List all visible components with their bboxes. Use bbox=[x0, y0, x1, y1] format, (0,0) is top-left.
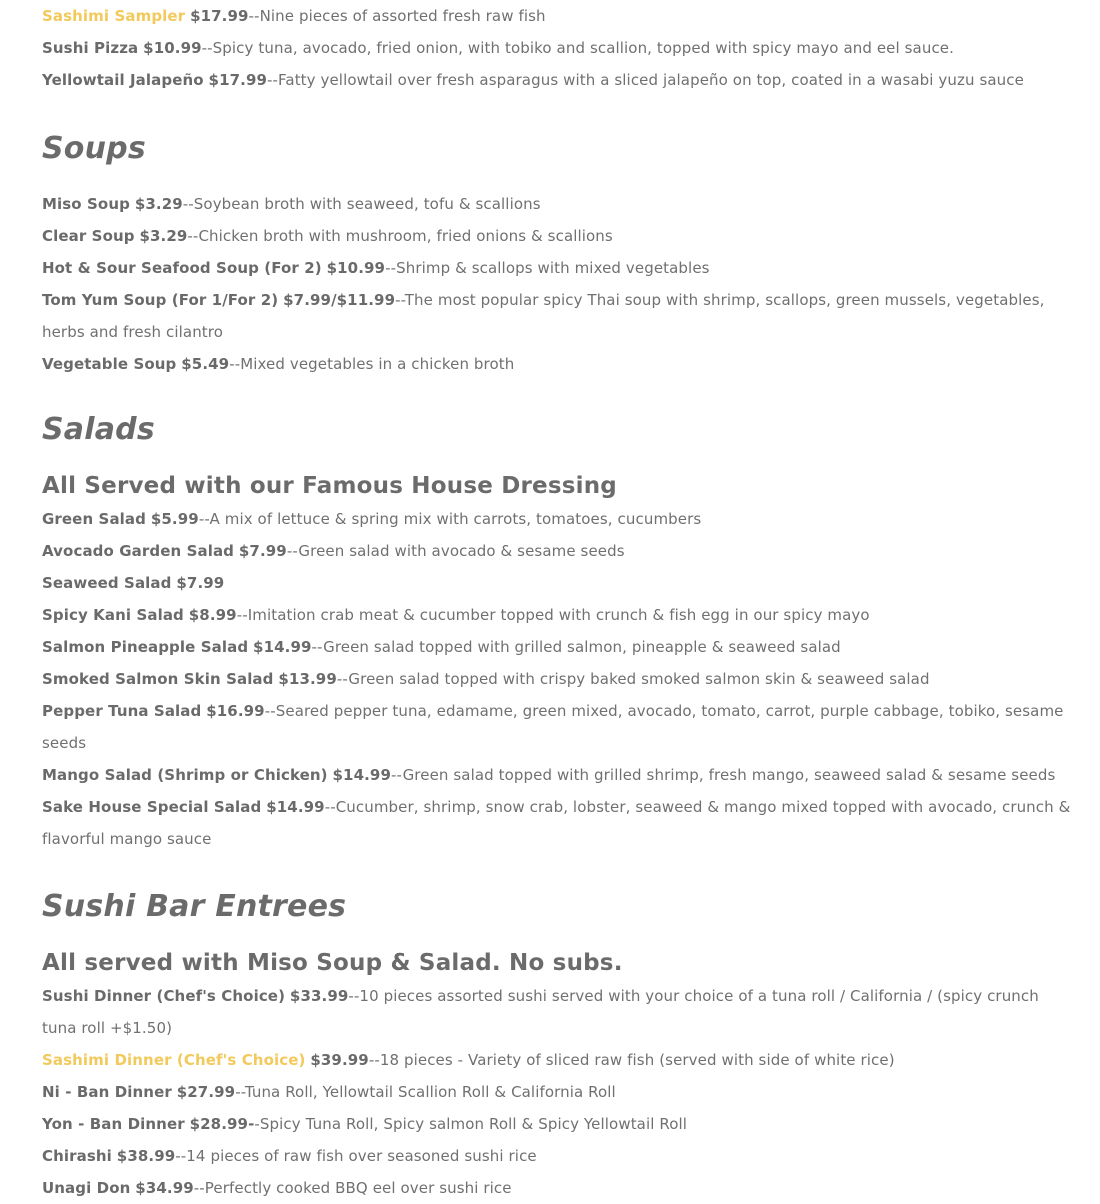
salads-list bbox=[42, 503, 1072, 855]
menu-item bbox=[42, 631, 1072, 663]
menu-item-description: --Seared pepper tuna, edamame, green mixed, avocado, tomato, carrot, purple cabbage, tobiko, sesame seeds bbox=[42, 702, 1064, 752]
menu-item bbox=[42, 980, 1072, 1044]
menu-item-description: --10 pieces assorted sushi served with your choice of a tuna roll / California / (spicy crunch tuna roll +$1.50) bbox=[42, 987, 1039, 1037]
menu-item-price: $10.99 bbox=[326, 259, 386, 277]
menu-item-description: --Shrimp & scallops with mixed vegetables bbox=[385, 259, 710, 277]
menu-item-price: $17.99 bbox=[190, 7, 249, 25]
menu-item-price: $8.99 bbox=[188, 606, 237, 624]
soups-list bbox=[42, 188, 1072, 380]
menu-item-price: $27.99 bbox=[176, 1083, 236, 1101]
menu-item-price: $7.99 bbox=[176, 574, 225, 592]
menu-item-description: --Nine pieces of assorted fresh raw fish bbox=[248, 7, 546, 25]
entrees-list bbox=[42, 980, 1072, 1204]
top-items-list bbox=[42, 0, 1072, 96]
entrees-subtitle: All served with Miso Soup & Salad. No subs. bbox=[42, 950, 623, 976]
menu-item bbox=[42, 695, 1072, 759]
menu-item bbox=[42, 759, 1072, 791]
menu-item-name: Spicy Kani Salad bbox=[42, 606, 184, 624]
menu-item-price: $33.99 bbox=[289, 987, 349, 1005]
menu-item-price: $39.99 bbox=[310, 1051, 369, 1069]
menu-item bbox=[42, 252, 1072, 284]
menu-item-price: $17.99 bbox=[208, 71, 268, 89]
menu-item bbox=[42, 64, 1072, 96]
menu-item bbox=[42, 567, 1072, 599]
menu-item-name: Sushi Pizza bbox=[42, 39, 139, 57]
menu-item bbox=[42, 791, 1072, 855]
menu-item bbox=[42, 284, 1072, 348]
menu-item bbox=[42, 535, 1072, 567]
menu-item bbox=[42, 188, 1072, 220]
menu-item-price: $14.99 bbox=[253, 638, 312, 656]
menu-item bbox=[42, 348, 1072, 380]
menu-item-name: Smoked Salmon Skin Salad bbox=[42, 670, 274, 688]
menu-item-name: Tom Yum Soup (For 1/For 2) bbox=[42, 291, 279, 309]
menu-item-description: --Chicken broth with mushroom, fried onions & scallions bbox=[187, 227, 613, 245]
menu-item-name: Sushi Dinner (Chef's Choice) bbox=[42, 987, 286, 1005]
menu-item-price: $10.99 bbox=[143, 39, 202, 57]
menu-item-description: --Green salad topped with grilled shrimp, fresh mango, seaweed salad & sesame seeds bbox=[391, 766, 1056, 784]
menu-item bbox=[42, 663, 1072, 695]
menu-item-name: Miso Soup bbox=[42, 195, 130, 213]
menu-item-name: Clear Soup bbox=[42, 227, 135, 245]
menu-item-name: Pepper Tuna Salad bbox=[42, 702, 202, 720]
menu-item-price: $3.29 bbox=[139, 227, 188, 245]
menu-item-description: --The most popular spicy Thai soup with shrimp, scallops, green mussels, vegetables, herbs and fresh cilantro bbox=[42, 291, 1045, 341]
menu-item-description: --Soybean broth with seaweed, tofu & scallions bbox=[182, 195, 541, 213]
menu-item bbox=[42, 1108, 1072, 1140]
menu-item bbox=[42, 1076, 1072, 1108]
menu-item-name: Avocado Garden Salad bbox=[42, 542, 235, 560]
menu-item-description: -Spicy Tuna Roll, Spicy salmon Roll & Spicy Yellowtail Roll bbox=[254, 1115, 688, 1133]
menu-item-name: Green Salad bbox=[42, 510, 146, 528]
menu-item-description: --14 pieces of raw fish over seasoned sushi rice bbox=[175, 1147, 537, 1165]
menu-item-price: $13.99 bbox=[278, 670, 337, 688]
menu-item-price: $3.29 bbox=[134, 195, 183, 213]
menu-item bbox=[42, 0, 1072, 32]
section-title-entrees: Sushi Bar Entrees bbox=[42, 889, 347, 924]
menu-item bbox=[42, 1140, 1072, 1172]
menu-item bbox=[42, 599, 1072, 631]
salads-subtitle: All Served with our Famous House Dressing bbox=[42, 473, 617, 499]
menu-item-description: --A mix of lettuce & spring mix with carrots, tomatoes, cucumbers bbox=[198, 510, 702, 528]
menu-item-name: Hot & Sour Seafood Soup (For 2) bbox=[42, 259, 322, 277]
menu-item-price: $7.99 bbox=[238, 542, 287, 560]
menu-item bbox=[42, 503, 1072, 535]
menu-item-description: --18 pieces - Variety of sliced raw fish (served with side of white rice) bbox=[368, 1051, 895, 1069]
menu-item-price: $34.99 bbox=[135, 1179, 194, 1197]
menu-item-description: --Perfectly cooked BBQ eel over sushi rice bbox=[193, 1179, 512, 1197]
menu-item-name: Unagi Don bbox=[42, 1179, 131, 1197]
menu-item-price: $38.99 bbox=[116, 1147, 176, 1165]
section-title-soups: Soups bbox=[42, 131, 146, 166]
menu-item-name: Seaweed Salad bbox=[42, 574, 172, 592]
menu-content bbox=[42, 0, 1072, 1204]
section-title-salads: Salads bbox=[42, 412, 155, 447]
menu-item-name: Chirashi bbox=[42, 1147, 112, 1165]
menu-item bbox=[42, 1172, 1072, 1204]
menu-item-price: $7.99/$11.99 bbox=[283, 291, 396, 309]
menu-item-description: --Imitation crab meat & cucumber topped with crunch & fish egg in our spicy mayo bbox=[236, 606, 870, 624]
menu-item bbox=[42, 32, 1072, 64]
menu-item-price: $16.99 bbox=[206, 702, 265, 720]
menu-item-price: $28.99- bbox=[189, 1115, 255, 1133]
menu-item-price: $5.49 bbox=[181, 355, 230, 373]
menu-item-description: --Green salad with avocado & sesame seeds bbox=[286, 542, 625, 560]
menu-item bbox=[42, 220, 1072, 252]
menu-item-name-link[interactable]: Sashimi Sampler bbox=[42, 7, 186, 25]
menu-item-name-link[interactable]: Sashimi Dinner (Chef's Choice) bbox=[42, 1051, 306, 1069]
menu-item-price: $14.99 bbox=[266, 798, 325, 816]
menu-item-description: --Green salad topped with grilled salmon, pineapple & seaweed salad bbox=[311, 638, 841, 656]
menu-item-name: Ni - Ban Dinner bbox=[42, 1083, 172, 1101]
menu-item bbox=[42, 1044, 1072, 1076]
menu-item-name: Mango Salad (Shrimp or Chicken) bbox=[42, 766, 328, 784]
menu-item-description: --Fatty yellowtail over fresh asparagus with a sliced jalapeño on top, coated in a wasabi yuzu sauce bbox=[267, 71, 1024, 89]
menu-item-price: $5.99 bbox=[150, 510, 199, 528]
menu-item-description: --Mixed vegetables in a chicken broth bbox=[229, 355, 515, 373]
menu-item-name: Yon - Ban Dinner bbox=[42, 1115, 185, 1133]
menu-item-name: Sake House Special Salad bbox=[42, 798, 262, 816]
menu-item-name: Salmon Pineapple Salad bbox=[42, 638, 249, 656]
menu-item-description: --Tuna Roll, Yellowtail Scallion Roll & California Roll bbox=[235, 1083, 616, 1101]
menu-item-description: --Spicy tuna, avocado, fried onion, with tobiko and scallion, topped with spicy mayo and eel sauce. bbox=[201, 39, 954, 57]
menu-item-description: --Green salad topped with crispy baked smoked salmon skin & seaweed salad bbox=[336, 670, 930, 688]
menu-item-price: $14.99 bbox=[332, 766, 391, 784]
menu-item-name: Vegetable Soup bbox=[42, 355, 177, 373]
menu-item-name: Yellowtail Jalapeño bbox=[42, 71, 204, 89]
menu-item-description: --Cucumber, shrimp, snow crab, lobster, seaweed & mango mixed topped with avocado, crunch & flavorful mango sauce bbox=[42, 798, 1071, 848]
